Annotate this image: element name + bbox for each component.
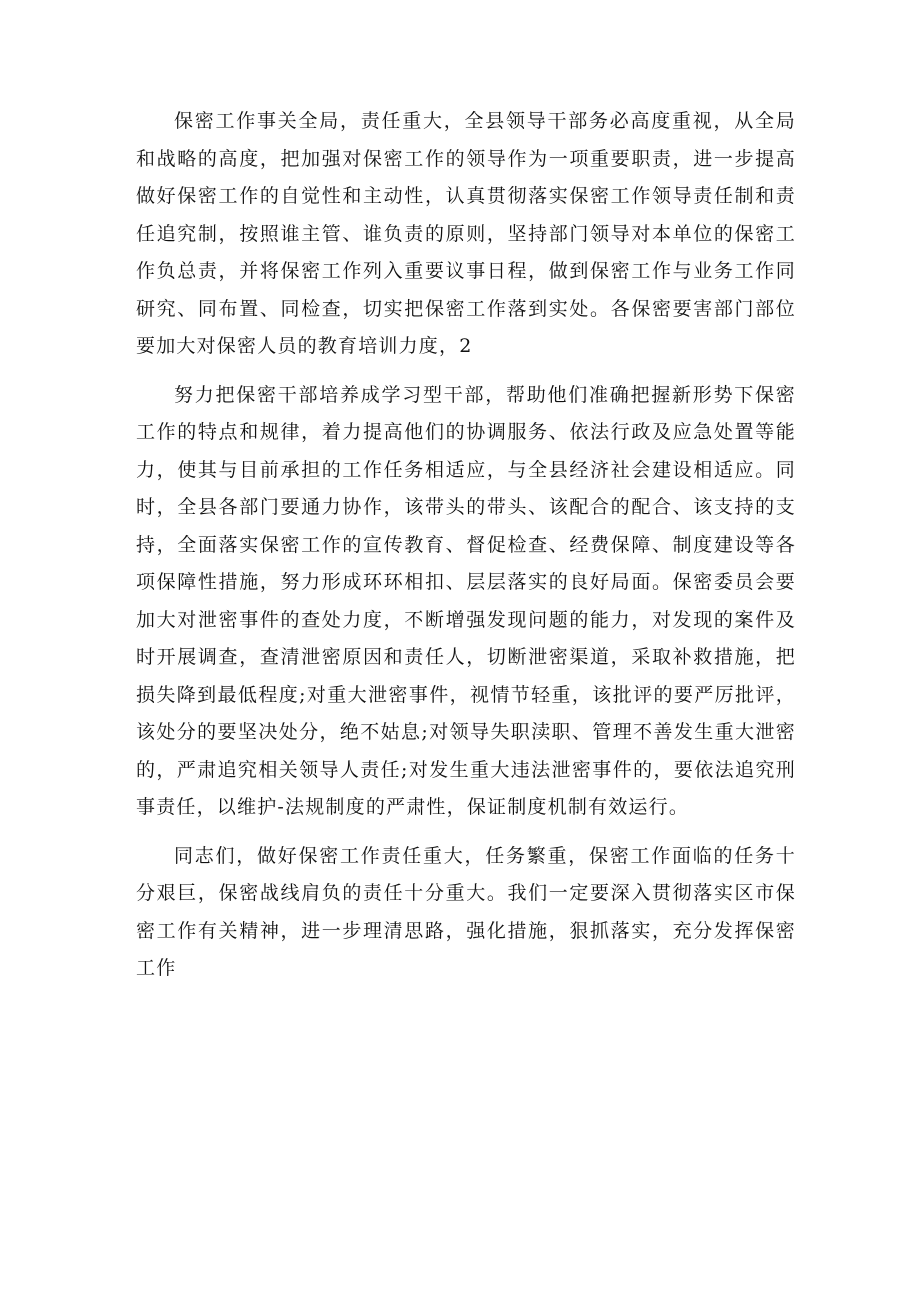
paragraph-3: 同志们，做好保密工作责任重大，任务繁重，保密工作面临的任务十分艰巨，保密战线肩负的责任十分重大。我们一定要深入贯彻落实区市保密工作有关精神，进一步理清思路，强化措施，狠抓落实，充分发挥保密工作 xyxy=(136,844,796,979)
paragraph-2: 努力把保密干部培养成学习型干部，帮助他们准确把握新形势下保密工作的特点和规律，着力提高他们的协调服务、依法行政及应急处置等能力，使其与目前承担的工作任务相适应，与全县经济社会建设相适应。同时，全县各部门要通力协作，该带头的带头、该配合的配合、该支持的支持，全面落实保密工作的宣传教育、督促检查、经费保障、制度建设等各项保障性措施，努力形成环环相扣、层层落实的良好局面。保密委员会要加大对泄密事件的查处力度，不断增强发现问题的能力，对发现的案件及时开展调查，查清泄密原因和责任人，切断泄密渠道，采取补救措施，把损失降到最低程度;对重大泄密事件，视情节轻重，该批评的要严厉批评，该处分的要坚决处分，绝不姑息;对领导失职渎职、管理不善发生重大泄密的，严肃追究相关领导人责任;对发生重大违法泄密事件的，要依法追究刑事责任，以维护-法规制度的严肃性，保证制度机制有效运行。 xyxy=(136,383,796,818)
paragraph-1: 保密工作事关全局，责任重大，全县领导干部务必高度重视，从全局和战略的高度，把加强对保密工作的领导作为一项重要职责，进一步提高做好保密工作的自觉性和主动性，认真贯彻落实保密工作领导责任制和责任追究制，按照谁主管、谁负责的原则，坚持部门领导对本单位的保密工作负总责，并将保密工作列入重要议事日程，做到保密工作与业务工作同研究、同布置、同检查，切实把保密工作落到实处。各保密要害部门部位要加大对保密人员的教育培训力度，2 xyxy=(136,110,796,357)
document-body xyxy=(136,103,796,999)
